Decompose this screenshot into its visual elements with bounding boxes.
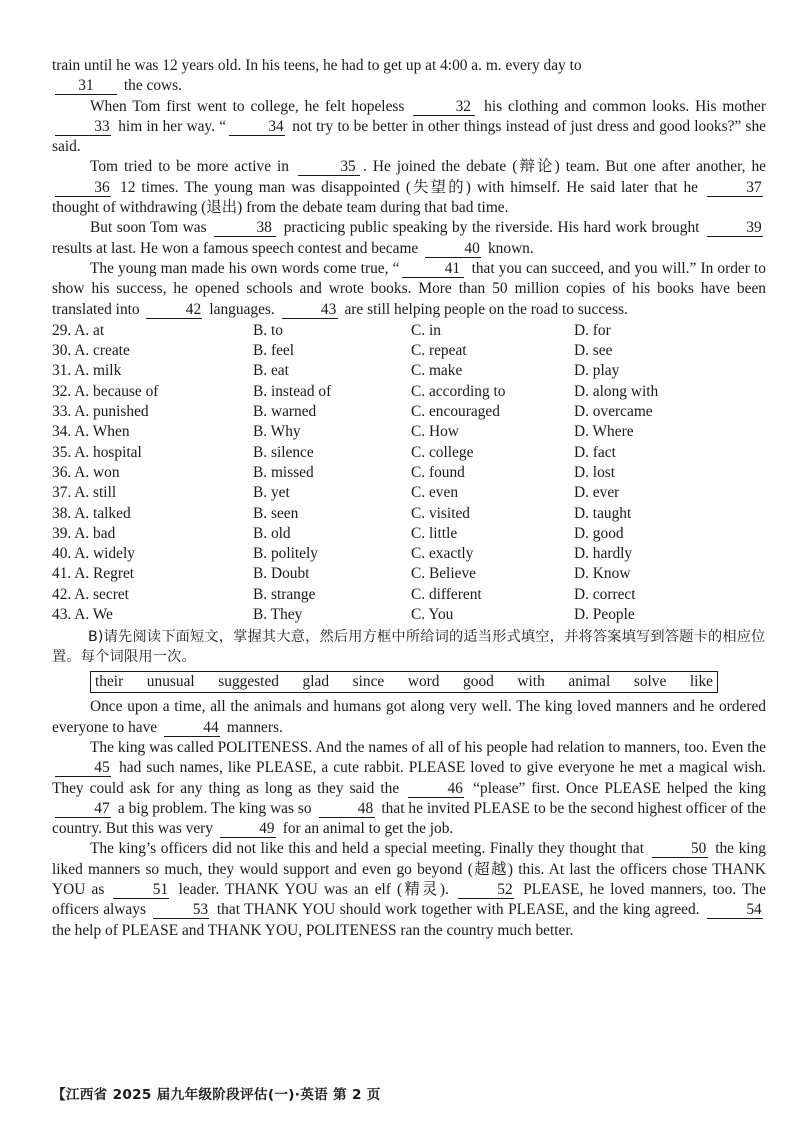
option-b: B. feel: [253, 342, 295, 360]
option-d: D. ever: [574, 484, 620, 502]
blank-44: 44: [164, 720, 220, 737]
passage-a-paragraph-5: [52, 259, 766, 320]
option-c: C. encouraged: [411, 403, 500, 421]
option-c: C. Believe: [411, 565, 476, 583]
option-c: C. even: [411, 484, 459, 502]
option-c: C. found: [411, 463, 465, 481]
option-d: D. correct: [574, 585, 636, 603]
text: the king liked manners so much, they would support and even go beyond (超越) this. At last the officers chose THANK YOU as: [52, 840, 766, 898]
option-b: B. seen: [253, 504, 299, 522]
option-row: [52, 341, 766, 361]
text: languages.: [209, 300, 275, 318]
option-b: B. warned: [253, 403, 317, 421]
text: thought of withdrawing (退出) from the debate team during that bad time.: [52, 199, 509, 217]
option-b: B. They: [253, 606, 303, 624]
blank-46: 46: [408, 781, 464, 798]
word-box-item: suggested: [218, 673, 279, 691]
option-c: C. different: [411, 585, 482, 603]
word-box-item: animal: [568, 673, 611, 691]
option-b: B. Doubt: [253, 565, 310, 583]
option-c: C. You: [411, 606, 454, 624]
option-d: D. Where: [574, 423, 634, 441]
option-b: B. missed: [253, 463, 314, 481]
text: train until he was 12 years old. In his teens, he had to get up at 4:00 a. m. every day to: [52, 57, 582, 74]
option-b: B. strange: [253, 585, 316, 603]
option-a: 29. A. at: [52, 321, 105, 339]
option-a: 31. A. milk: [52, 362, 122, 380]
blank-34: 34: [229, 119, 285, 136]
text: that you can succeed, and you will.” In order to show his success, he opened schools and wrote books. More than 50 million copies of his books have been translated into: [52, 259, 766, 318]
word-box-item: like: [689, 673, 713, 691]
text: When Tom first went to college, he felt hopeless: [90, 97, 405, 115]
option-row: [52, 463, 766, 483]
text: PLEASE, he loved manners, too. The officers always: [52, 880, 766, 919]
passage-b-paragraph-1: [52, 697, 766, 738]
text: a big problem. The king was so: [117, 799, 312, 817]
blank-45: 45: [55, 760, 111, 777]
text: results at last. He won a famous speech contest and became: [52, 239, 419, 257]
text: are still helping people on the road to success.: [344, 300, 628, 318]
word-box: [90, 671, 718, 693]
blank-43: 43: [282, 302, 338, 319]
text: Once upon a time, all the animals and humans got along very well. The king loved manners and he ordered everyone to have: [52, 698, 766, 736]
option-b: B. Why: [253, 423, 301, 441]
exam-page: [52, 56, 766, 941]
text: for an animal to get the job.: [282, 820, 454, 838]
option-row: [52, 544, 766, 564]
text: The king’s officers did not like this and held a special meeting. Finally they thought that: [90, 840, 644, 858]
blank-33: 33: [55, 119, 111, 136]
option-a: 30. A. create: [52, 342, 130, 360]
text: 12 times. The young man was disappointed (失望的) with himself. He said later that he: [120, 178, 698, 196]
option-a: 35. A. hospital: [52, 443, 142, 461]
option-c: C. exactly: [411, 545, 474, 563]
word-box-item: their: [95, 673, 124, 691]
text: that he invited PLEASE to be the second highest officer of the country. But this was very: [52, 799, 766, 838]
option-a: 42. A. secret: [52, 585, 129, 603]
option-b: B. politely: [253, 545, 318, 563]
word-box-item: with: [517, 673, 545, 691]
blank-39: 39: [707, 220, 763, 237]
word-box-item: since: [352, 673, 385, 691]
blank-49: 49: [220, 821, 276, 838]
text: not try to be better in other things instead of just dress and good looks?” she said.: [52, 117, 766, 156]
option-row: [52, 524, 766, 544]
option-b: B. to: [253, 321, 283, 339]
passage-a-paragraph-1: [52, 56, 766, 97]
option-row: [52, 443, 766, 463]
option-d: D. taught: [574, 504, 632, 522]
option-d: D. see: [574, 342, 613, 360]
option-c: C. visited: [411, 504, 470, 522]
option-d: D. along with: [574, 382, 659, 400]
blank-51: 51: [113, 882, 169, 899]
option-d: D. lost: [574, 463, 616, 481]
text: the help of PLEASE and THANK YOU, POLITENESS ran the country much better.: [52, 921, 574, 939]
blank-53: 53: [153, 902, 209, 919]
text: . He joined the debate (辩论) team. But one after another, he: [363, 158, 766, 176]
option-d: D. overcame: [574, 403, 653, 421]
text: practicing public speaking by the riverside. His hard work brought: [283, 219, 700, 237]
blank-50: 50: [652, 841, 708, 858]
option-c: C. How: [411, 423, 459, 441]
blank-31: 31: [55, 78, 117, 95]
blank-48: 48: [319, 801, 375, 818]
option-a: 32. A. because of: [52, 382, 159, 400]
option-c: C. in: [411, 321, 441, 339]
word-box-item: unusual: [146, 673, 195, 691]
option-b: B. yet: [253, 484, 290, 502]
blank-41: 41: [402, 261, 464, 278]
option-d: D. play: [574, 362, 620, 380]
option-d: D. hardly: [574, 545, 633, 563]
text: him in her way. “: [118, 117, 227, 135]
blank-35: 35: [298, 159, 360, 176]
option-c: C. repeat: [411, 342, 467, 360]
option-a: 39. A. bad: [52, 524, 116, 542]
blank-37: 37: [707, 180, 763, 197]
option-d: D. for: [574, 321, 611, 339]
blank-47: 47: [55, 801, 111, 818]
option-b: B. instead of: [253, 382, 332, 400]
text: manners.: [226, 718, 283, 736]
blank-40: 40: [425, 241, 481, 258]
text: the cows.: [123, 77, 182, 95]
option-row: [52, 564, 766, 584]
option-row: [52, 605, 766, 625]
option-a: 40. A. widely: [52, 545, 135, 563]
option-a: 37. A. still: [52, 484, 117, 502]
blank-38: 38: [214, 220, 276, 237]
blank-32: 32: [413, 99, 475, 116]
option-c: C. according to: [411, 382, 506, 400]
option-d: D. People: [574, 606, 635, 624]
text: his clothing and common looks. His mother: [484, 97, 766, 115]
options-table: [52, 321, 766, 625]
option-a: 36. A. won: [52, 463, 120, 481]
option-d: D. good: [574, 524, 624, 542]
option-b: B. silence: [253, 443, 314, 461]
text: leader. THANK YOU was an elf (精灵).: [178, 880, 449, 898]
text: The young man made his own words come true, “: [90, 259, 400, 277]
option-row: [52, 422, 766, 442]
option-row: [52, 585, 766, 605]
text: Tom tried to be more active in: [90, 158, 290, 176]
option-c: C. college: [411, 443, 474, 461]
option-a: 43. A. We: [52, 606, 113, 624]
text: had such names, like PLEASE, a cute rabbit. PLEASE loved to give everyone he met a magical wish. They could ask for any thing as long as they said the: [52, 759, 766, 797]
option-row: [52, 382, 766, 402]
passage-b-paragraph-3: [52, 839, 766, 940]
text: “please” first. Once PLEASE helped the king: [473, 779, 766, 797]
blank-36: 36: [55, 180, 111, 197]
option-b: B. old: [253, 524, 291, 542]
page-footer: 【江西省 2025 届九年级阶段评估(一)·英语 第 2 页: [52, 1087, 381, 1103]
option-row: [52, 483, 766, 503]
section-b-instruction: B)请先阅读下面短文，掌握其大意，然后用方框中所给词的适当形式填空，并将答案填写到答题卡的相应位置。每个词限用一次。: [52, 629, 766, 666]
word-box-item: good: [463, 673, 494, 691]
option-d: D. Know: [574, 565, 631, 583]
text: But soon Tom was: [90, 219, 207, 237]
word-box-item: glad: [302, 673, 330, 691]
option-row: [52, 361, 766, 381]
passage-b-paragraph-2: [52, 738, 766, 839]
option-row: [52, 402, 766, 422]
word-box-item: solve: [633, 673, 667, 691]
option-c: C. make: [411, 362, 463, 380]
option-d: D. fact: [574, 443, 616, 461]
option-a: 41. A. Regret: [52, 565, 135, 583]
passage-a-paragraph-2: [52, 97, 766, 158]
option-row: [52, 504, 766, 524]
text: The king was called POLITENESS. And the names of all of his people had relation to manners, too. Even the: [90, 738, 766, 756]
option-a: 34. A. When: [52, 423, 130, 441]
option-row: [52, 321, 766, 341]
text: known.: [487, 239, 534, 257]
option-b: B. eat: [253, 362, 289, 380]
option-a: 33. A. punished: [52, 403, 149, 421]
blank-42: 42: [146, 302, 202, 319]
option-c: C. little: [411, 524, 458, 542]
passage-a-paragraph-4: [52, 218, 766, 259]
word-box-item: word: [407, 673, 440, 691]
text: that THANK YOU should work together with PLEASE, and the king agreed.: [216, 901, 700, 919]
blank-54: 54: [707, 902, 763, 919]
blank-52: 52: [458, 882, 514, 899]
option-a: 38. A. talked: [52, 504, 131, 522]
passage-a-paragraph-3: [52, 157, 766, 218]
